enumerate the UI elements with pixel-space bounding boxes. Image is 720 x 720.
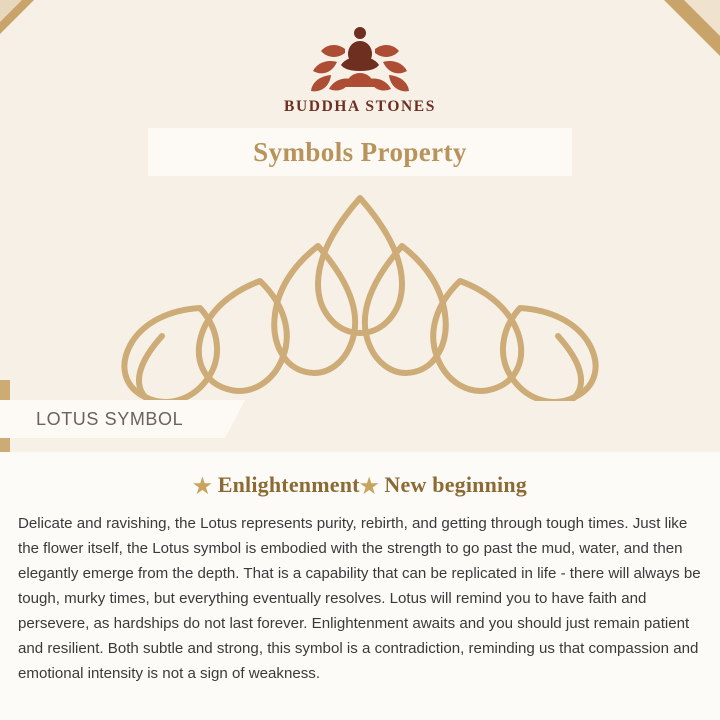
headline-right-text: New beginning xyxy=(384,472,527,497)
lotus-flower-icon xyxy=(0,186,720,406)
brand-header xyxy=(0,22,720,116)
section-label: LOTUS SYMBOL xyxy=(36,409,184,429)
description-panel xyxy=(0,452,720,720)
brand-name: BUDDHA STONES xyxy=(284,98,436,115)
star-icon-right: ★ xyxy=(359,474,379,498)
title-banner xyxy=(148,128,572,176)
lotus-symbol-ribbon-tail xyxy=(225,400,245,438)
description-text: Delicate and ravishing, the Lotus represents purity, rebirth, and getting through tough times. Just like the flower itself, the Lotus symbol is embodied with the strength to go past the mud, water, and then elegantly emerge from the depth. That is a capability that can be replicated in life - there will always be tough, murky times, but everything eventually resolves. Lotus will remind you to have faith and persevere, as hardships do not last forever. Enlightenment awaits and you should just remain patient and resilient. Both subtle and strong, this symbol is a contradiction, reminding us that compassion and emotional intensity is not a sign of weakness. xyxy=(18,515,701,682)
page-title: Symbols Property xyxy=(253,136,467,167)
corner-decoration-top-left-inner xyxy=(0,0,22,22)
headline xyxy=(0,472,720,499)
star-icon-left: ★ xyxy=(193,474,213,498)
headline-left-text: Enlightenment xyxy=(217,472,360,497)
buddha-lotus-meditation-icon xyxy=(0,22,720,94)
